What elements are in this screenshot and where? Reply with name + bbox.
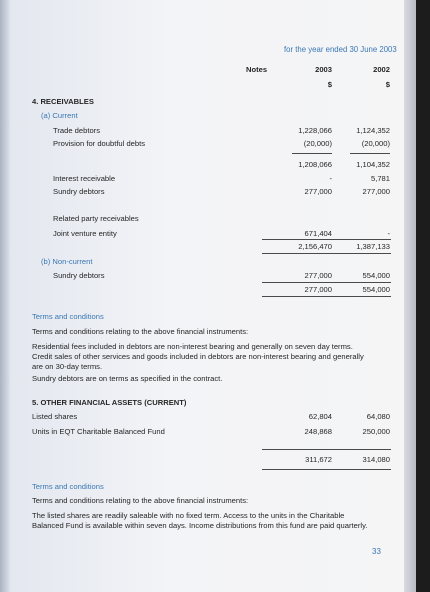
receivables-current-total-2003: 2,156,470 <box>298 242 332 251</box>
noncurrent-subheading: (b) Non-current <box>41 257 93 266</box>
receivables-row-label: Sundry debtors <box>53 271 105 280</box>
receivables-row-2002: 1,124,352 <box>356 126 390 135</box>
related-party-heading: Related party receivables <box>53 214 139 223</box>
terms-heading: Terms and conditions <box>32 482 104 491</box>
page-number: 33 <box>372 547 381 556</box>
notes-column-heading: Notes <box>246 65 268 74</box>
noncurrent-row-2002: 554,000 <box>362 271 390 280</box>
terms-text: Residential fees included in debtors are non-interest bearing and generally on seven day terms. <box>32 342 353 351</box>
financial-asset-row-2002: 64,080 <box>366 412 390 421</box>
total-rule <box>262 449 391 450</box>
financial-asset-row-2003: 248,868 <box>304 427 332 436</box>
terms-text: Balanced Fund is available within seven days. Income distributions from this fund are paid quarterly. <box>32 521 368 530</box>
terms-intro: Terms and conditions relating to the above financial instruments: <box>32 496 249 505</box>
receivables-subtotal-2003: 1,208,066 <box>298 160 332 169</box>
receivables-row-label: Provision for doubtful debts <box>53 139 146 148</box>
receivables-row-2003: 1,228,066 <box>298 126 332 135</box>
receivables-row-label: Sundry debtors <box>53 187 105 196</box>
receivables-row-2003: 277,000 <box>304 187 332 196</box>
receivables-current-total-2002: 1,387,133 <box>356 242 390 251</box>
financial-asset-row-label: Units in EQT Charitable Balanced Fund <box>32 427 165 436</box>
total-rule <box>262 469 391 470</box>
financial-assets-total-2003: 311,672 <box>305 455 332 464</box>
financial-asset-row-2002: 250,000 <box>362 427 390 436</box>
receivables-row-label: Trade debtors <box>53 126 100 135</box>
receivables-row-2003: (20,000) <box>303 139 332 148</box>
receivables-row-2002: 5,781 <box>370 174 390 183</box>
financial-asset-row-2003: 62,804 <box>308 412 332 421</box>
receivables-row-2002: 277,000 <box>362 187 390 196</box>
year-2003-heading: 2003 <box>315 65 332 74</box>
receivables-row-2003: 671,404 <box>304 229 332 238</box>
total-rule <box>262 282 391 283</box>
receivables-row-2002: - <box>387 229 390 238</box>
terms-text: Credit sales of other services and goods included in debtors are non-interest bearing and generally <box>32 352 364 361</box>
receivables-row-label: Interest receivable <box>53 174 116 183</box>
total-rule <box>262 296 391 297</box>
unit-2003: $ <box>327 80 332 89</box>
receivables-title: 4. RECEIVABLES <box>32 97 94 106</box>
other-financial-assets-title: 5. OTHER FINANCIAL ASSETS (CURRENT) <box>32 398 187 407</box>
unit-2002: $ <box>385 80 390 89</box>
receivables-row-2003: - <box>329 174 332 183</box>
terms-intro: Terms and conditions relating to the above financial instruments: <box>32 327 249 336</box>
receivables-row-2002: (20,000) <box>361 139 390 148</box>
subtotal-rule <box>350 153 390 154</box>
terms-text: are on 30-day terms. <box>32 362 103 371</box>
current-subheading: (a) Current <box>41 111 78 120</box>
receivables-subtotal-2002: 1,104,352 <box>356 160 390 169</box>
receivables-row-label: Joint venture entity <box>53 229 117 238</box>
noncurrent-row-2003: 277,000 <box>304 271 332 280</box>
terms-text: Sundry debtors are on terms as specified in the contract. <box>32 374 223 383</box>
total-rule <box>262 253 391 254</box>
year-2002-heading: 2002 <box>373 65 390 74</box>
total-rule <box>262 239 391 240</box>
page-binding <box>0 0 10 592</box>
subtotal-rule <box>292 153 332 154</box>
terms-heading: Terms and conditions <box>32 312 104 321</box>
financial-assets-total-2002: 314,080 <box>362 455 390 464</box>
page-edge <box>404 0 416 592</box>
noncurrent-total-2003: 277,000 <box>304 285 332 294</box>
terms-text: The listed shares are readily saleable with no fixed term. Access to the units in the Charitable <box>32 511 345 520</box>
financial-asset-row-label: Listed shares <box>32 412 78 421</box>
period-header: for the year ended 30 June 2003 <box>284 45 397 54</box>
noncurrent-total-2002: 554,000 <box>362 285 390 294</box>
